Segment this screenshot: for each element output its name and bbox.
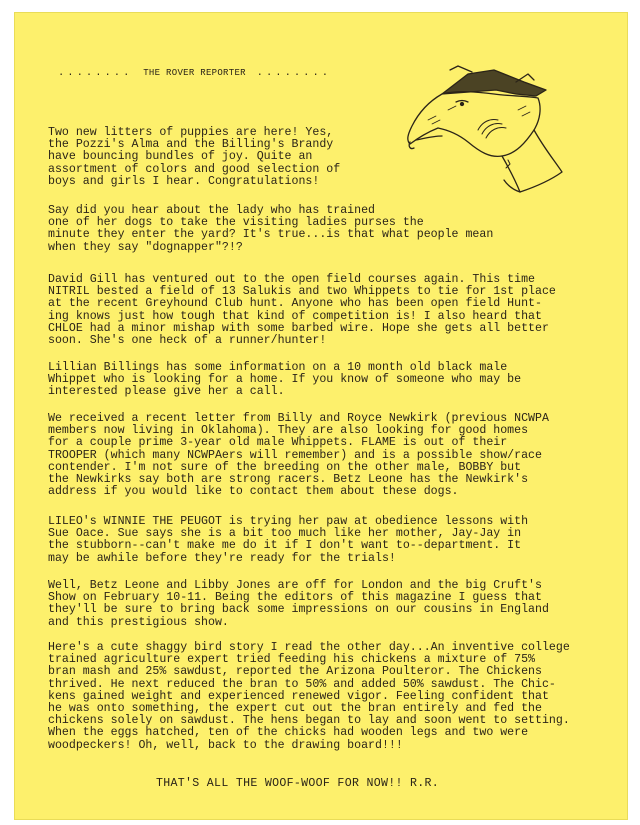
text-line: NITRIL bested a field of 13 Salukis and two Whippets to tie for 1st place bbox=[48, 285, 556, 299]
text-line: the stubborn--can't make me do it if I don't want to--department. It bbox=[48, 539, 522, 553]
newsletter-title: THE ROVER REPORTER bbox=[143, 68, 246, 78]
text-line: Well, Betz Leone and Libby Jones are off for London and the big Cruft's bbox=[48, 579, 542, 592]
text-line: Whippet who is looking for a home. If you know of someone who may be bbox=[48, 373, 522, 387]
text-line: Say did you hear about the lady who has trained bbox=[48, 204, 375, 217]
text-line: Sue Oace. Sue says she is a bit too much like her mother, Jay-Jay in bbox=[48, 527, 522, 541]
header-dots-left: ........ bbox=[58, 67, 133, 79]
text-line: minute they enter the yard? It's true...is that what people mean bbox=[48, 228, 494, 242]
text-line: may be awhile before they're ready for the trials! bbox=[48, 551, 396, 565]
paragraph-open-field bbox=[48, 274, 556, 347]
text-line: We received a recent letter from Billy and Royce Newkirk (previous NCWPA bbox=[48, 412, 549, 425]
text-line: chickens solely on sawdust. The hens began to lay and soon went to setting. bbox=[48, 714, 570, 728]
text-line: woodpeckers! Oh, well, back to the drawing board!!! bbox=[48, 738, 403, 752]
text-line: Here's a cute shaggy bird story I read the other day...An inventive college bbox=[48, 641, 570, 654]
text-line: when they say "dognapper"?!? bbox=[48, 240, 243, 254]
text-line: he was onto something, the expert cut out the bran entirely and fed the bbox=[48, 702, 542, 716]
text-line: the Newkirks say both are strong racers. Betz Leone has the Newkirk's bbox=[48, 473, 529, 487]
paragraph-trained-dog bbox=[48, 205, 493, 254]
text-line: members now living in Oklahoma). They are also looking for good homes bbox=[48, 424, 529, 438]
text-line: Lillian Billings has some information on a 10 month old black male bbox=[48, 361, 508, 374]
paragraph-crufts-show bbox=[48, 580, 549, 629]
text-line: boys and girls I hear. Congratulations! bbox=[48, 174, 320, 188]
text-line: assortment of colors and good selection of bbox=[48, 162, 341, 176]
paragraph-newkirk-letter bbox=[48, 413, 549, 498]
text-line: bran mash and 25% sawdust, reported the Arizona Poulteror. The Chickens bbox=[48, 665, 542, 679]
text-line: ing knows just how tough that kind of competition is! I also heard that bbox=[48, 309, 542, 323]
text-line: kens gained weight and experienced renewed vigor. Feeling confident that bbox=[48, 689, 549, 703]
text-line: address if you would like to contact them about these dogs. bbox=[48, 485, 459, 499]
text-line: TROOPER (which many NCWPAers will remember) and is a possible show/race bbox=[48, 448, 542, 462]
dog-head-illustration bbox=[398, 60, 578, 200]
text-line: at the recent Greyhound Club hunt. Anyone who has been open field Hunt- bbox=[48, 297, 542, 311]
text-line: soon. She's one heck of a runner/hunter! bbox=[48, 334, 327, 348]
text-line: Two new litters of puppies are here! Yes, bbox=[48, 126, 334, 139]
text-line: contender. I'm not sure of the breeding on the other male, BOBBY but bbox=[48, 460, 522, 474]
text-line: LILEO's WINNIE THE PEUGOT is trying her paw at obedience lessons with bbox=[48, 515, 529, 528]
text-line: have bouncing bundles of joy. Quite an bbox=[48, 150, 313, 164]
text-line: interested please give her a call. bbox=[48, 385, 285, 399]
paragraph-new-litters bbox=[48, 127, 340, 188]
text-line: When the eggs hatched, ten of the chicks had wooden legs and two were bbox=[48, 726, 529, 740]
newsletter-header bbox=[58, 67, 331, 79]
newsletter-page bbox=[14, 12, 628, 820]
text-line: for a couple prime 3-year old male Whippets. FLAME is out of their bbox=[48, 436, 508, 450]
text-line: David Gill has ventured out to the open field courses again. This time bbox=[48, 273, 536, 286]
paragraph-shaggy-bird bbox=[48, 642, 570, 752]
paragraph-obedience bbox=[48, 516, 528, 565]
text-line: one of her dogs to take the visiting ladies purses the bbox=[48, 216, 424, 230]
text-line: CHLOE had a minor mishap with some barbed wire. Hope she gets all better bbox=[48, 321, 549, 335]
text-line: the Pozzi's Alma and the Billing's Brandy bbox=[48, 138, 334, 152]
text-line: they'll be sure to bring back some impressions on our cousins in England bbox=[48, 603, 549, 617]
text-line: thrived. He next reduced the bran to 50% and added 50% sawdust. The Chic- bbox=[48, 677, 556, 691]
text-line: trained agriculture expert tried feeding his chickens a mixture of 75% bbox=[48, 653, 536, 667]
header-dots-right: ........ bbox=[256, 67, 332, 79]
closing-line: THAT'S ALL THE WOOF-WOOF FOR NOW!! R.R. bbox=[156, 777, 440, 790]
text-line: and this prestigious show. bbox=[48, 615, 229, 629]
paragraph-whippet-home bbox=[48, 362, 521, 399]
text-line: Show on February 10-11. Being the editors of this magazine I guess that bbox=[48, 591, 542, 605]
